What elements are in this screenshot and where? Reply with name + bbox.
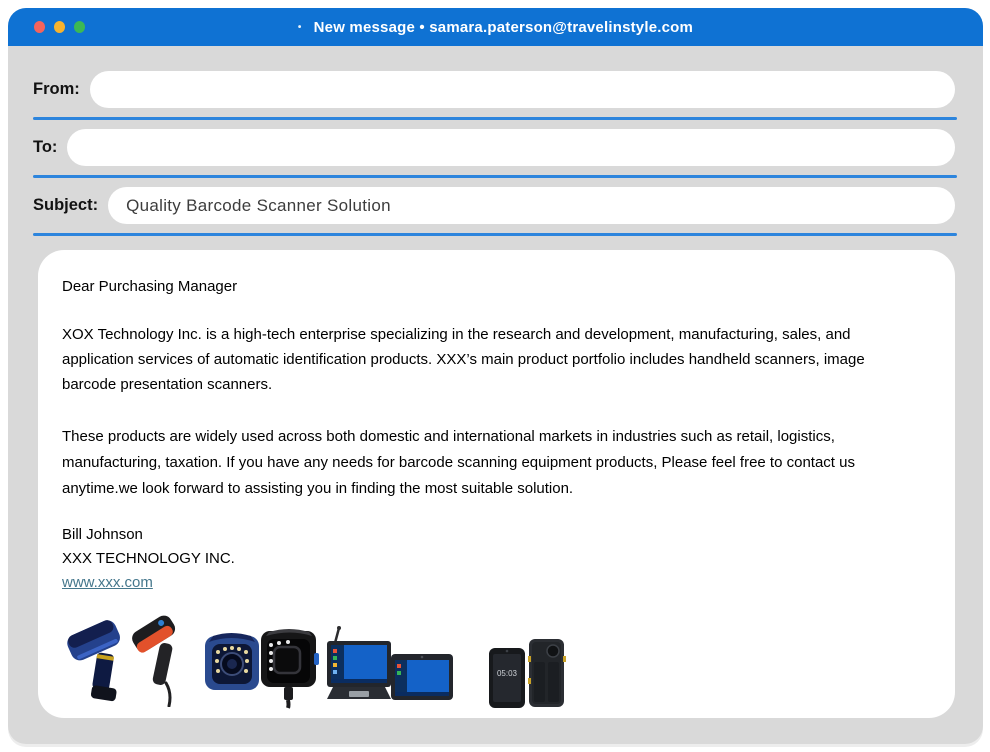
divider-line: [33, 175, 957, 178]
fixed-mount-scanner-blue-image: [203, 630, 262, 696]
body-paragraph-1: XOX Technology Inc. is a high-tech enterprise specializing in the research and development, manufacturing, sales, and application services of automatic identification products. XXX’s main product portfolio includes handheld scanners, image barcode presentation scanners.: [62, 326, 865, 393]
handheld-scanner-orange-image: [128, 613, 190, 707]
subject-row: [33, 187, 955, 224]
from-row: [33, 71, 955, 108]
from-label: From:: [33, 80, 80, 98]
product-images-strip: [62, 609, 919, 709]
greeting-text: Dear Purchasing Manager: [62, 278, 238, 295]
mobile-computers-image: [487, 638, 567, 710]
message-body[interactable]: [38, 250, 955, 718]
to-label: To:: [33, 138, 58, 156]
traffic-lights: [34, 8, 85, 46]
titlebar[interactable]: [8, 8, 983, 46]
divider-line: [33, 233, 957, 236]
maximize-button[interactable]: [74, 21, 85, 33]
phone-clock-text: 05:03: [496, 669, 518, 678]
tablet-image: [390, 653, 454, 703]
body-paragraph-2: These products are widely used across both domestic and international markets in industries such as retail, logistics, manufacturing, taxation. If you have any needs for barcode scanning equipment products, Please feel free to contact us anytime.we look forward to assisting you in finding the most suitable solution.: [62, 428, 855, 497]
signature-block: [62, 523, 919, 595]
to-input[interactable]: [67, 129, 955, 166]
subject-input[interactable]: [108, 187, 955, 224]
window-title-text: New message • samara.paterson@travelinstyle.com: [313, 18, 694, 36]
from-input[interactable]: [90, 71, 955, 108]
email-compose-window: [8, 8, 983, 744]
divider-line: [33, 117, 957, 120]
website-link[interactable]: www.xxx.com: [62, 574, 153, 591]
panel-pc-image: [323, 625, 395, 703]
subject-label: Subject:: [33, 196, 99, 214]
signature-company: XXX TECHNOLOGY INC.: [62, 550, 235, 567]
handheld-scanner-blue-image: [63, 615, 135, 707]
minimize-button[interactable]: [54, 21, 65, 33]
signature-name: Bill Johnson: [62, 526, 143, 543]
to-row: [33, 129, 955, 166]
close-button[interactable]: [34, 21, 45, 33]
fixed-mount-scanner-black-image: [258, 627, 322, 709]
window-title: [298, 19, 693, 36]
title-bullet-icon: •: [297, 21, 302, 33]
